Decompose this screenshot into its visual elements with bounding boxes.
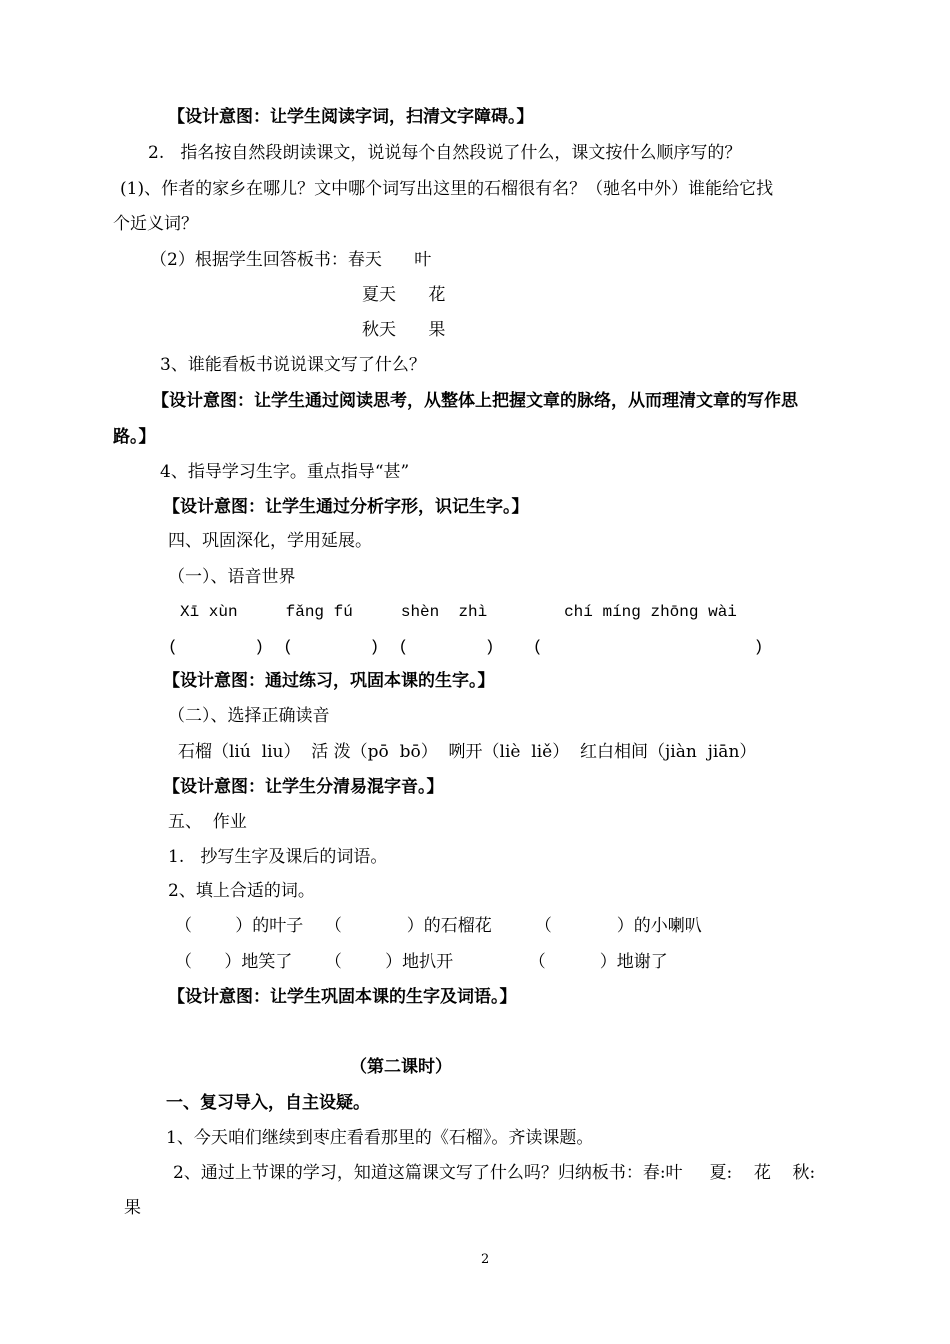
design-intent-note: 【设计意图：通过练习，巩固本课的生字。】 [163,671,495,691]
subsection-phonetics-heading: （一）、语音世界 [168,567,296,587]
design-intent-note-continued: 路。】 [113,427,156,447]
question-1-text: (1)、作者的家乡在哪儿？文中哪个词写出这里的石榴很有名？（驰名中外）谁能给它找 [120,179,774,199]
pronunciation-choices: 石榴（liú liu） 活 泼（pō bō） 咧开（liè liě） 红白相间（jiàn jiān） [178,742,757,762]
review-step-2-text: 2、通过上节课的学习，知道这篇课文写了什么吗？归纳板书：春:叶 夏: 花 秋: [173,1163,816,1183]
question-1-continued: 个近义词？ [113,214,198,234]
section-4-heading: 四、巩固深化，学用延展。 [168,531,372,551]
design-intent-note: 【设计意图：让学生通过分析字形，识记生字。】 [163,497,529,517]
pinyin-exercise: Xī xùn fǎng fú shèn zhì chí míng zhōng wài [180,603,737,621]
design-intent-note: 【设计意图：让学生巩固本课的生字及词语。】 [168,987,517,1007]
section-1-heading: 一、复习导入，自主设疑。 [166,1093,370,1113]
homework-2-text: 2、填上合适的词。 [168,881,315,901]
pinyin-answer-blanks: ( ) ( ) ( ) ( ) [168,638,764,656]
board-writing-autumn: 秋天 果 [362,320,446,340]
page-number: 2 [481,1252,490,1267]
design-intent-note: 【设计意图：让学生通过阅读思考，从整体上把握文章的脉络，从而理清文章的写作思 [152,391,798,411]
board-writing-spring: （2）根据学生回答板书：春天 叶 [150,250,432,270]
section-5-heading: 五、 作业 [168,812,247,832]
fill-in-blanks-row-2: （ ）地笑了 （ ）地扒开 （ ）地谢了 [175,952,668,972]
review-step-1-text: 1、今天咱们继续到枣庄看看那里的《石榴》。齐读课题。 [166,1128,594,1148]
homework-1-text: 1. 抄写生字及课后的词语。 [168,847,388,867]
step-3-text: 3、谁能看板书说说课文写了什么？ [160,355,426,375]
subsection-pronunciation-heading: （二）、选择正确读音 [168,706,330,726]
step-4-text: 4、指导学习生字。重点指导“甚” [160,462,410,482]
design-intent-note: 【设计意图：让学生分清易混字音。】 [163,777,444,797]
design-intent-note: 【设计意图：让学生阅读字词，扫清文字障碍。】 [168,107,534,127]
board-writing-summer: 夏天 花 [362,285,446,305]
lesson-2-heading: （第二课时） [350,1057,452,1077]
fill-in-blanks-row-1: （ ）的叶子 （ ）的石榴花 （ ）的小喇叭 [175,916,702,936]
step-2-text: 2. 指名按自然段朗读课文，说说每个自然段说了什么，课文按什么顺序写的？ [148,143,742,163]
review-step-2-continued: 果 [124,1198,141,1218]
